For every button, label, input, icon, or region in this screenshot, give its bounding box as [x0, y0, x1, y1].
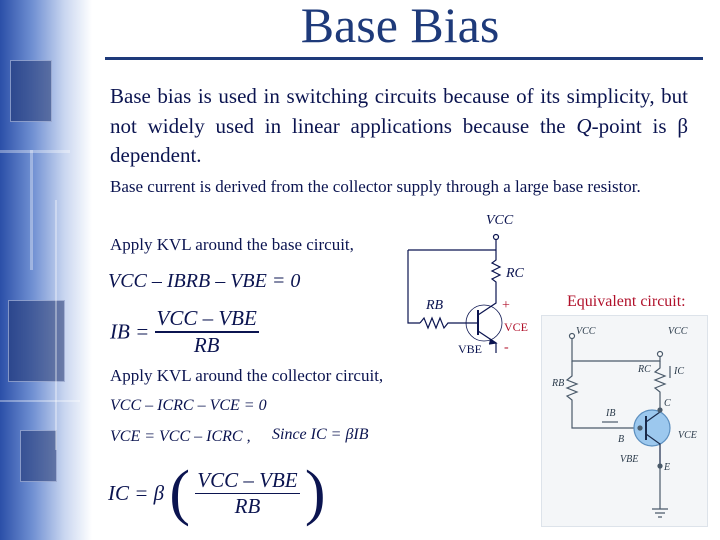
equiv-vce-label: VCE [678, 430, 697, 441]
equiv-rb-label: RB [552, 378, 565, 389]
fraction-numerator: VCC – VBE [197, 467, 298, 492]
equation-text: VCE = VCC – ICRC , [110, 428, 251, 445]
fraction-numerator: VCC – VBE [156, 306, 257, 330]
equation-vce [110, 428, 251, 446]
rb-resistor [420, 318, 478, 328]
vcc-terminal [494, 235, 499, 240]
equiv-vcc-terminal [570, 334, 575, 339]
equiv-vbe-label: VBE [620, 454, 639, 465]
equivalent-circuit-diagram [542, 316, 707, 526]
equation-text: VCC – IBRB – VBE = 0 [108, 270, 301, 292]
equiv-vcc-label-right: VCC [668, 326, 688, 337]
equation-text: VCC – ICRC – VCE = 0 [110, 397, 267, 414]
circuit-trace-decoration [0, 400, 80, 402]
equation-lhs: IC = β [108, 481, 165, 505]
paragraph-text: Base bias is used in switching circuits because of its simplicity, but not widely used in linear applications because the [110, 84, 688, 138]
equiv-node-e [658, 464, 662, 468]
vce-label: VCE [504, 320, 528, 334]
minus-sign: - [504, 340, 509, 355]
equiv-rb-resistor [567, 361, 640, 428]
equiv-node-b [638, 426, 642, 430]
equiv-b-label: B [618, 434, 625, 445]
equivalent-circuit-label: Equivalent circuit: [567, 293, 686, 310]
decorative-sidebar [0, 0, 92, 540]
equiv-e-label: E [664, 462, 671, 473]
fraction-denominator: RB [234, 494, 261, 519]
equiv-node-c [658, 408, 662, 412]
rc-label: RC [506, 266, 524, 281]
plus-sign: + [502, 298, 510, 313]
intro-paragraph [110, 82, 688, 171]
q-symbol: Q [576, 113, 592, 138]
vcc-label: VCC [486, 213, 514, 228]
rc-resistor [492, 250, 500, 300]
equation-base-kvl [108, 270, 300, 293]
equation-lhs: IB = [110, 319, 150, 344]
equiv-rc-label: RC [638, 364, 651, 375]
kvl-collector-label: Apply KVL around the collector circuit, [110, 366, 384, 385]
circuit-chip-decoration [20, 430, 57, 482]
equation-text: Since IC = βIB [272, 426, 369, 443]
equiv-ground [652, 509, 668, 517]
equiv-vcc-terminal-right [658, 352, 663, 357]
rb-label: RB [426, 298, 444, 313]
slide-title: Base Bias [300, 0, 500, 53]
circuit-trace-decoration [0, 150, 70, 153]
fraction [155, 306, 259, 358]
base-current-paragraph: Base current is derived from the collector supply through a large base resistor. [110, 177, 641, 196]
equiv-ic-label: IC [674, 366, 684, 377]
equation-ic [108, 458, 326, 529]
vbe-label: VBE [458, 342, 482, 356]
equation-ib [110, 306, 259, 358]
equation-collector-kvl [110, 397, 267, 415]
circuit-trace-decoration [30, 150, 33, 270]
fraction [195, 468, 299, 520]
paragraph-text: -point is [591, 113, 678, 138]
since-note [272, 426, 369, 444]
right-paren: ) [304, 459, 326, 527]
left-paren: ( [169, 459, 191, 527]
base-bias-circuit-diagram [400, 205, 540, 365]
equiv-c-label: C [664, 398, 671, 409]
circuit-chip-decoration [10, 60, 52, 122]
paragraph-text: dependent. [110, 143, 202, 167]
equivalent-circuit-figure [541, 315, 708, 527]
circuit-trace-decoration [55, 200, 57, 450]
equiv-ib-label: IB [606, 408, 616, 419]
title-underline [105, 57, 703, 60]
kvl-base-label: Apply KVL around the base circuit, [110, 235, 354, 254]
fraction-denominator: RB [193, 332, 220, 357]
beta-symbol: β [677, 113, 688, 138]
equiv-top-wire [572, 338, 660, 361]
equiv-vcc-label: VCC [576, 326, 596, 337]
left-wire [408, 250, 420, 323]
